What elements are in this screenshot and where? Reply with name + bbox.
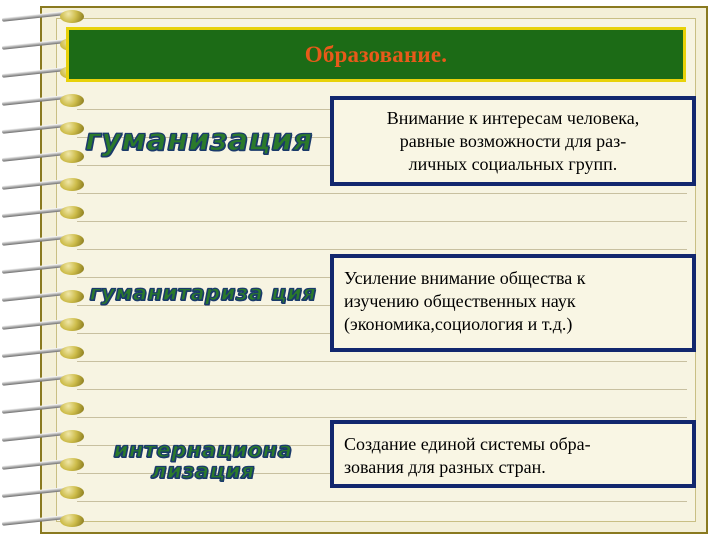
ruled-line <box>77 417 687 418</box>
spiral-ring <box>2 10 98 22</box>
spiral-bead <box>60 178 84 191</box>
ruled-line <box>77 193 687 194</box>
term-label-humanitarization <box>78 283 328 304</box>
definition-line: равные возможности для раз- <box>399 131 627 152</box>
term-label-line: интернациона <box>113 438 293 462</box>
spiral-bead <box>60 402 84 415</box>
term-label-line: ция <box>271 281 317 305</box>
definition-box-humanitarization <box>330 254 696 352</box>
ruled-line <box>77 501 687 502</box>
definition-line: личных социальных групп. <box>408 154 618 175</box>
spiral-ring <box>2 234 98 246</box>
term-label-line: гуманитариза <box>89 281 264 305</box>
spiral-bead <box>60 262 84 275</box>
definition-line: (экономика,социология и т.д.) <box>344 314 573 335</box>
spiral-ring <box>2 486 98 498</box>
spiral-bead <box>60 486 84 499</box>
term-label-line: лизация <box>151 459 255 483</box>
spiral-ring <box>2 514 98 526</box>
ruled-line <box>77 249 687 250</box>
spiral-bead <box>60 10 84 23</box>
term-label-line: гуманизация <box>85 123 313 158</box>
spiral-bead <box>60 346 84 359</box>
spiral-ring <box>2 178 98 190</box>
spiral-bead <box>60 318 84 331</box>
definition-box-humanization <box>330 96 696 186</box>
definition-line: зования для разных стран. <box>344 457 546 478</box>
definition-line: изучению общественных наук <box>344 291 576 312</box>
spiral-ring <box>2 206 98 218</box>
definition-line: Усиление внимание общества к <box>344 268 586 288</box>
spiral-ring <box>2 402 98 414</box>
page-title: Образование. <box>304 41 448 67</box>
spiral-bead <box>60 374 84 387</box>
ruled-line <box>77 361 687 362</box>
spiral-bead <box>60 514 84 527</box>
spiral-bead <box>60 234 84 247</box>
definition-box-internationalization <box>330 420 696 488</box>
slide-title-box <box>66 27 686 82</box>
term-label-humanization <box>68 123 330 158</box>
ruled-line <box>77 389 687 390</box>
spiral-ring <box>2 374 98 386</box>
spiral-ring <box>2 94 98 106</box>
spiral-bead <box>60 94 84 107</box>
definition-line: Внимание к интересам человека, <box>386 108 640 128</box>
spiral-bead <box>60 206 84 219</box>
ruled-line <box>77 221 687 222</box>
spiral-ring <box>2 262 98 274</box>
term-label-internationalization <box>74 440 332 482</box>
definition-line: Создание единой системы обра- <box>344 434 591 454</box>
spiral-ring <box>2 318 98 330</box>
spiral-ring <box>2 346 98 358</box>
